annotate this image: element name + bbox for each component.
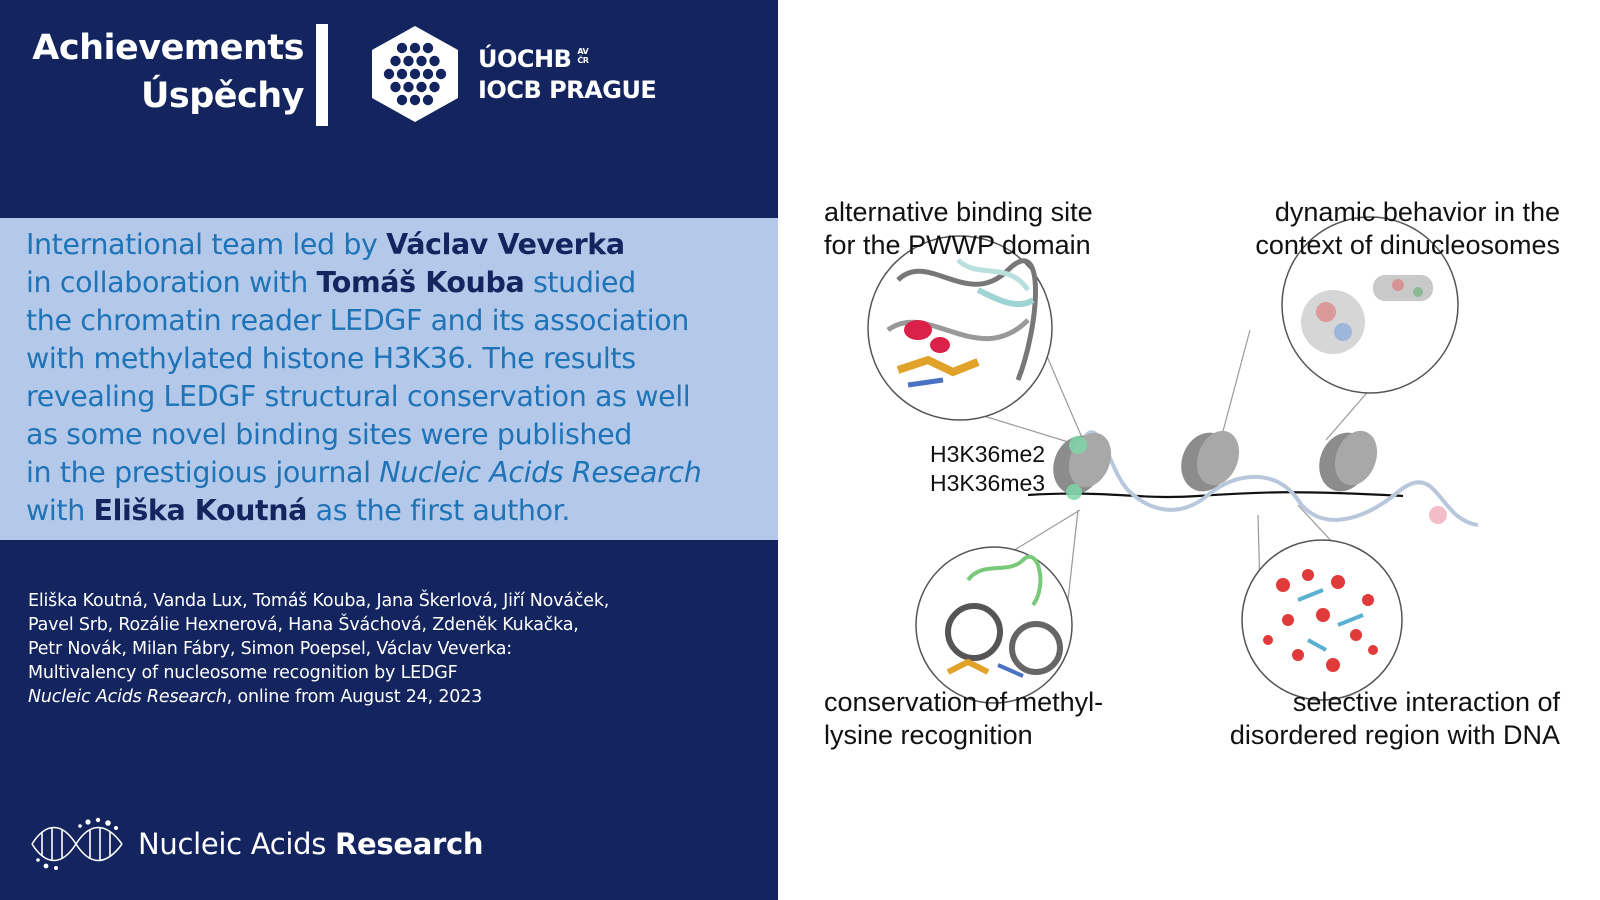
nucleosome-2 xyxy=(1173,425,1246,499)
nucleosome-3 xyxy=(1311,425,1384,499)
citation-journal: Nucleic Acids Research xyxy=(28,687,227,707)
journal-logo-part1: Nucleic Acids xyxy=(138,827,336,861)
logo-dot xyxy=(397,95,407,105)
label-top-right xyxy=(1255,196,1560,262)
logo-dot xyxy=(410,69,420,79)
highlight-line xyxy=(26,454,776,492)
citation-authors: Petr Novák, Milan Fábry, Simon Poepsel, Václav Veverka: xyxy=(28,639,512,659)
logo-dot xyxy=(416,82,426,92)
citation-authors: Eliška Koutná, Vanda Lux, Tomáš Kouba, Jana Škerlová, Jiří Nováček, xyxy=(28,591,610,611)
institute-line1: ÚOCHB xyxy=(478,45,572,73)
highlight-text-span: as the first author. xyxy=(307,494,570,527)
label-line: lysine recognition xyxy=(824,720,1033,750)
label-line: disordered region with DNA xyxy=(1229,720,1560,750)
dna-fiber xyxy=(1028,492,1403,497)
connector-line xyxy=(1068,510,1078,600)
pwwp-structure-circle xyxy=(868,236,1052,420)
logo-dot xyxy=(423,43,433,53)
highlight-line xyxy=(26,264,776,302)
citation-authors: Pavel Srb, Rozálie Hexnerová, Hana Šváchová, Zdeněk Kukačka, xyxy=(28,615,579,635)
logo-dot xyxy=(384,69,394,79)
ledgf-ibd-domain xyxy=(1429,506,1447,524)
av-cr-mark xyxy=(577,47,588,65)
highlight-line: revealing LEDGF structural conservation as well xyxy=(26,380,691,413)
citation xyxy=(28,589,748,709)
highlight-text-span: in collaboration with xyxy=(26,266,317,299)
logo-dot xyxy=(410,43,420,53)
highlight-line: the chromatin reader LEDGF and its association xyxy=(26,304,689,337)
leader-name: Václav Veverka xyxy=(386,228,625,261)
highlight-text xyxy=(26,226,776,530)
journal-logo-part2: Research xyxy=(335,827,484,861)
av-text: AV xyxy=(577,47,589,56)
highlight-line xyxy=(26,226,776,264)
logo-dot xyxy=(410,95,420,105)
histone-mark-label: H3K36me3 xyxy=(930,470,1046,496)
label-line: for the PWWP domain xyxy=(824,230,1091,260)
highlight-text-span: with xyxy=(26,494,94,527)
dna-helix-logo-icon xyxy=(28,816,126,872)
methyl-lysine-structure-circle xyxy=(916,547,1072,703)
disordered-region-structure-circle xyxy=(1242,540,1402,700)
logo-dot xyxy=(403,82,413,92)
label-line: dynamic behavior in the xyxy=(1274,197,1560,227)
logo-dot xyxy=(390,56,400,66)
logo-dot xyxy=(416,56,426,66)
header-title xyxy=(26,24,304,120)
highlight-line: as some novel binding sites were published xyxy=(26,418,632,451)
histone-mark-labels xyxy=(930,440,1045,498)
histone-mark-label: H3K36me2 xyxy=(930,441,1046,467)
header-divider xyxy=(316,24,328,126)
cr-text: ČR xyxy=(577,56,589,65)
label-top-left xyxy=(824,196,1093,262)
journal-logo-text xyxy=(138,826,483,862)
label-bottom-right xyxy=(1230,686,1560,752)
chromatin-diagram xyxy=(778,0,1600,900)
logo-dot xyxy=(397,69,407,79)
label-line: selective interaction of xyxy=(1292,687,1560,717)
title-czech: Úspěchy xyxy=(140,76,304,116)
highlight-line: with methylated histone H3K36. The results xyxy=(26,342,636,375)
journal-name: Nucleic Acids Research xyxy=(379,456,702,489)
highlight-line xyxy=(26,492,776,530)
institute-name xyxy=(478,44,656,106)
label-bottom-left xyxy=(824,686,1103,752)
label-line: alternative binding site xyxy=(824,197,1093,227)
citation-source xyxy=(28,685,748,709)
logo-dot xyxy=(403,56,413,66)
logo-dot xyxy=(390,82,400,92)
institute-line2: IOCB PRAGUE xyxy=(478,76,657,104)
label-line: conservation of methyl- xyxy=(824,687,1104,717)
highlight-text-span: International team led by xyxy=(26,228,387,261)
label-line: context of dinucleosomes xyxy=(1255,230,1560,260)
citation-title: Multivalency of nucleosome recognition by LEDGF xyxy=(28,663,458,683)
logo-dot xyxy=(429,56,439,66)
highlight-text-span: in the prestigious journal xyxy=(26,456,380,489)
highlight-text-span: studied xyxy=(524,266,636,299)
first-author-name: Eliška Koutná xyxy=(93,494,308,527)
iocb-hexagon-logo-icon xyxy=(370,24,460,124)
logo-dot xyxy=(429,82,439,92)
logo-dot xyxy=(436,69,446,79)
title-english: Achievements xyxy=(32,28,304,68)
logo-dot xyxy=(423,95,433,105)
ledgf-chain xyxy=(1078,432,1478,525)
logo-dot xyxy=(423,69,433,79)
citation-date: , online from August 24, 2023 xyxy=(226,687,483,707)
collaborator-name: Tomáš Kouba xyxy=(316,266,525,299)
logo-dot xyxy=(397,43,407,53)
